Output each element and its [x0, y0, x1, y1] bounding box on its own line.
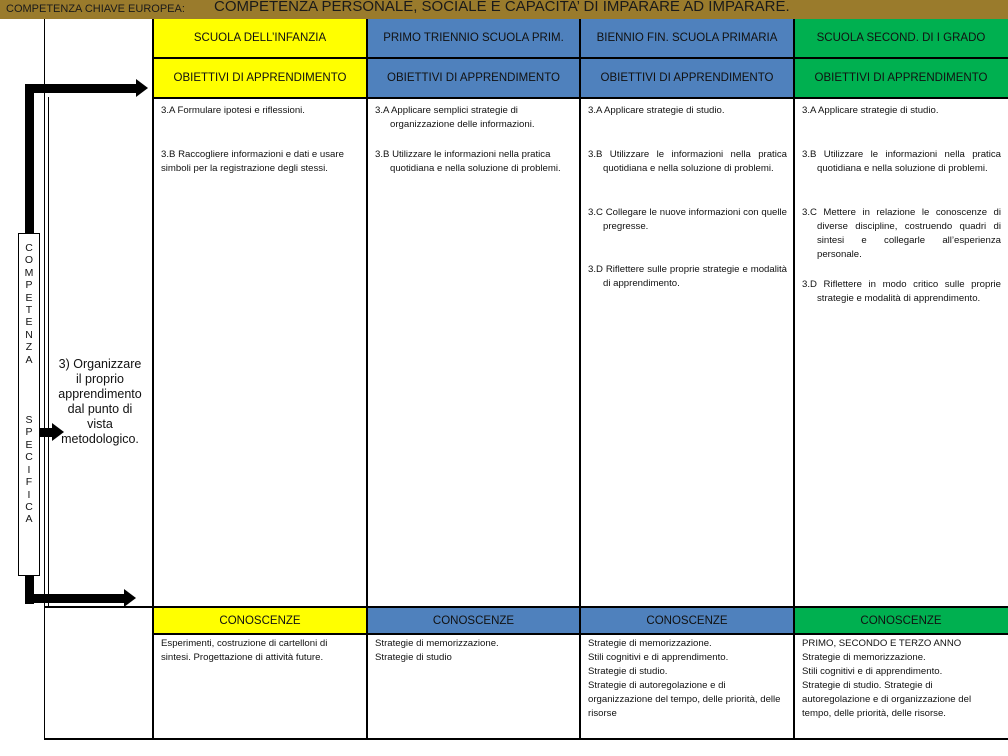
objectives-header-primo-triennio: OBIETTIVI DI APPRENDIMENTO	[367, 59, 580, 97]
conoscenze-secondaria-line: PRIMO, SECONDO E TERZO ANNO	[802, 638, 962, 649]
column-header-primo-triennio: PRIMO TRIENNIO SCUOLA PRIM.	[367, 19, 580, 57]
vertical-letter: O	[24, 254, 34, 267]
objectives-header-biennio: OBIETTIVI DI APPRENDIMENTO	[580, 59, 794, 97]
conoscenze-biennio	[580, 637, 788, 721]
objective-secondaria-3b: 3.B Utilizzare le informazioni nella pratica quotidiana e nella soluzione di problemi.	[802, 149, 1001, 174]
arrow-right-icon	[136, 79, 148, 97]
vertical-letter: S	[25, 414, 33, 427]
vertical-letter: N	[25, 328, 33, 341]
vertical-letter: E	[25, 438, 33, 451]
vertical-letter: C	[25, 451, 33, 464]
objective-biennio-3a: 3.A Applicare strategie di studio.	[588, 105, 725, 116]
vertical-letter: Z	[25, 341, 33, 354]
vertical-letter: I	[27, 463, 31, 476]
vertical-letter: P	[25, 426, 33, 439]
objective-infanzia-3a: 3.A Formulare ipotesi e riflessioni.	[161, 105, 305, 116]
objectives-header-secondaria: OBIETTIVI DI APPRENDIMENTO	[794, 59, 1008, 97]
conoscenze-secondaria-line: Stili cognitivi e di apprendimento.	[802, 666, 943, 677]
grid-line-col-1	[152, 19, 154, 739]
conoscenze-biennio-line: Strategie di memorizzazione.	[588, 638, 712, 649]
grid-line-row-4	[152, 633, 1008, 635]
objective-infanzia-3b: 3.B Raccogliere informazioni e dati e usare simboli per la registrazione degli stessi.	[161, 149, 344, 174]
vertical-letter: M	[24, 266, 34, 279]
vertical-spacer	[19, 366, 39, 414]
vertical-letter: E	[25, 316, 33, 329]
grid-line-row-1	[152, 57, 1008, 59]
arrow-right-icon	[124, 589, 136, 607]
column-header-secondaria: SCUOLA SECOND. DI I GRADO	[794, 19, 1008, 57]
grid-line-row-2	[152, 97, 1008, 99]
conoscenze-infanzia-line: Esperimenti, costruzione di cartelloni di sintesi. Progettazione di attività future.	[161, 638, 328, 663]
vertical-letter: E	[25, 291, 33, 304]
conoscenze-header-infanzia: CONOSCENZE	[153, 608, 367, 634]
connector-horizontal-bottom	[25, 594, 125, 603]
competenza-specifica-label	[18, 233, 40, 576]
objective-biennio-3b: 3.B Utilizzare le informazioni nella pratica quotidiana e nella soluzione di problemi.	[588, 149, 787, 174]
objective-primo-3b: 3.B Utilizzare le informazioni nella pratica quotidiana e nella soluzione di problemi.	[375, 149, 561, 174]
conoscenze-header-biennio: CONOSCENZE	[580, 608, 794, 634]
objectives-header-infanzia: OBIETTIVI DI APPRENDIMENTO	[153, 59, 367, 97]
vertical-letter: C	[25, 500, 33, 513]
conoscenze-header-primo-triennio: CONOSCENZE	[367, 608, 580, 634]
conoscenze-primo-line: Strategie di memorizzazione.	[375, 638, 499, 649]
grid-line-inner-left	[48, 97, 49, 606]
objective-biennio-3c: 3.C Collegare le nuove informazioni con quelle pregresse.	[588, 207, 787, 232]
conoscenze-primo-line: Strategie di studio	[375, 652, 452, 663]
header-label: COMPETENZA CHIAVE EUROPEA:	[6, 3, 185, 15]
vertical-letter: F	[25, 476, 33, 489]
column-header-infanzia: SCUOLA DELL’INFANZIA	[153, 19, 367, 57]
column-header-biennio: BIENNIO FIN. SCUOLA PRIMARIA	[580, 19, 794, 57]
conoscenze-biennio-line: Strategie di studio.	[588, 666, 668, 677]
vertical-letter: I	[27, 488, 31, 501]
conoscenze-secondaria-line: Strategie di studio. Strategie di autoregolazione e di organizzazione del tempo, delle priorità, delle risorse.	[802, 680, 972, 719]
objective-secondaria-3d: 3.D Riflettere in modo critico sulle proprie strategie e modalità di apprendimento.	[802, 279, 1001, 304]
grid-line-bottom	[44, 738, 1008, 740]
conoscenze-header-secondaria: CONOSCENZE	[794, 608, 1008, 634]
objective-secondaria-3c: 3.C Mettere in relazione le conoscenze di diverse discipline, costruendo quadri di sintesi e collegarle all’esperienza personale.	[802, 207, 1001, 260]
conoscenze-biennio-line: Stili cognitivi e di apprendimento.	[588, 652, 729, 663]
objective-biennio-3d: 3.D Riflettere sulle proprie strategie e modalità di apprendimento.	[588, 264, 787, 289]
connector-horizontal-top	[25, 84, 137, 93]
grid-line-col-4	[793, 19, 795, 739]
objective-primo-3a: 3.A Applicare semplici strategie di organizzazione delle informazioni.	[375, 105, 535, 130]
objective-secondaria-3a: 3.A Applicare strategie di studio.	[802, 105, 939, 116]
grid-line-left-outer	[44, 19, 45, 739]
conoscenze-biennio-line: Strategie di autoregolazione e di organizzazione del tempo, delle priorità, delle risorse	[588, 680, 781, 719]
vertical-letter: C	[25, 242, 33, 254]
vertical-letter: A	[25, 353, 33, 366]
page-title: COMPETENZA PERSONALE, SOCIALE E CAPACITA’ DI IMPARARE AD IMPARARE.	[214, 0, 790, 15]
grid-line-col-3	[579, 19, 581, 739]
grid-line-row-3	[44, 606, 1008, 608]
conoscenze-secondaria-line: Strategie di memorizzazione.	[802, 652, 926, 663]
connector-vertical-top	[25, 84, 34, 236]
conoscenze-secondaria	[794, 637, 1002, 721]
vertical-letter: A	[25, 513, 33, 526]
conoscenze-infanzia	[153, 637, 359, 665]
vertical-letter: P	[25, 279, 33, 292]
conoscenze-primo	[367, 637, 573, 665]
vertical-letter: T	[25, 304, 33, 317]
competenza-description: 3) Organizzare il proprio apprendimento dal punto di vista metodologico.	[58, 357, 142, 446]
